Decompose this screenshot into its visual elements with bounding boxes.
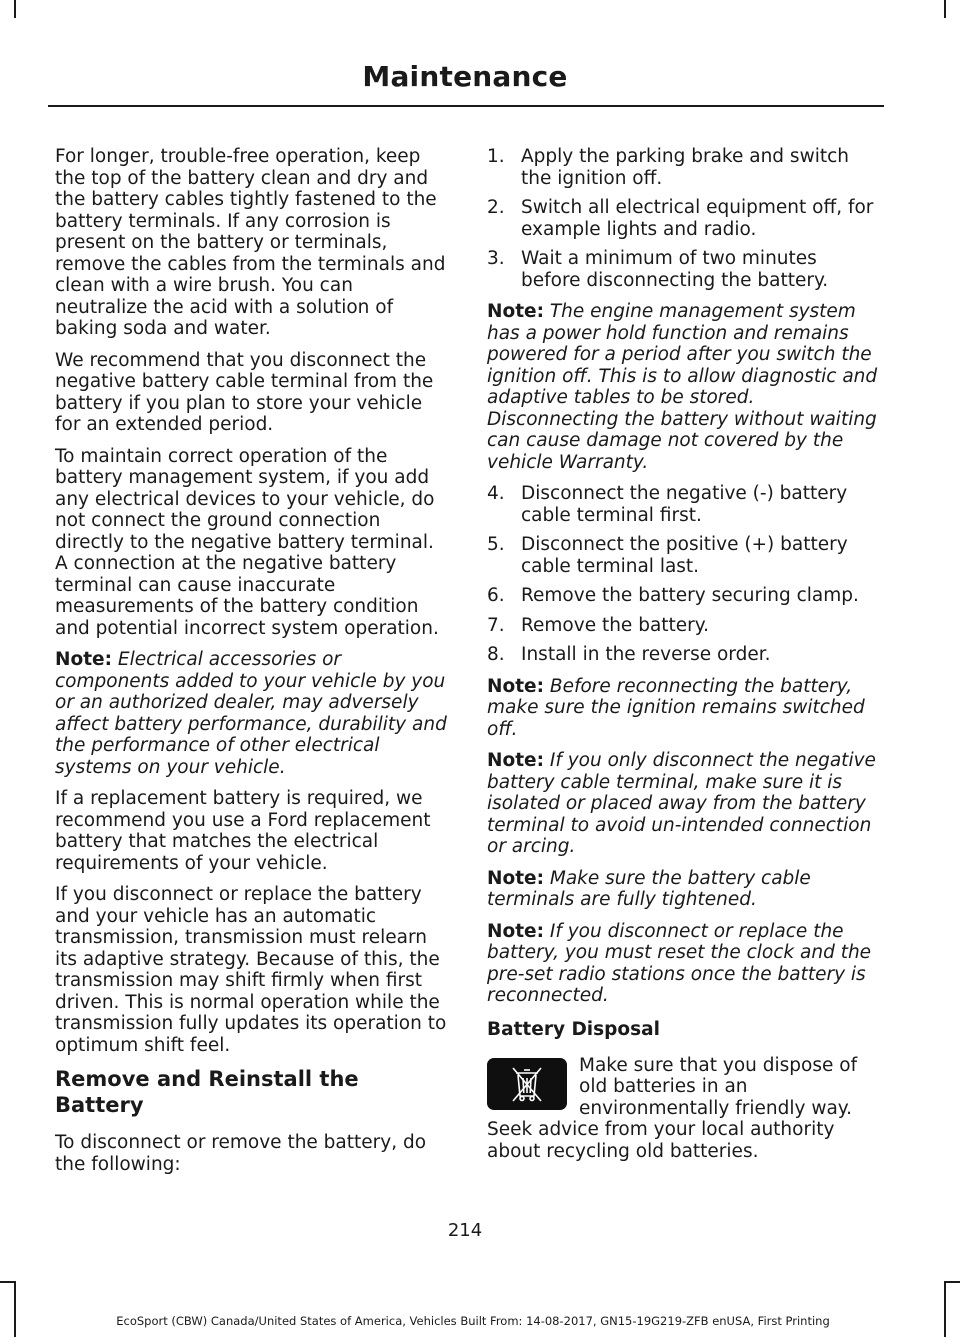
note-label: Note: (487, 920, 544, 942)
step-text: Wait a minimum of two minutes before disconnecting the battery. (521, 248, 829, 291)
page-number: 214 (447, 1220, 483, 1241)
list-item (487, 197, 882, 240)
note-text: The engine management system has a power hold function and remains powered for a period after you switch the ignition off. This is to allow diagnostic and adaptive tables to be stored. Disconnecting the battery without waiting can cause damage not covered by the vehicle Warranty. (487, 301, 878, 473)
step-number: 1. (487, 146, 505, 167)
step-text: Disconnect the positive (+) battery cable terminal last. (521, 534, 848, 577)
crop-mark-bottom-right (944, 1281, 946, 1337)
step-number: 8. (487, 644, 505, 665)
crossed-out-wheelie-bin-icon (487, 1058, 567, 1110)
note-label: Note: (487, 675, 544, 697)
step-text: Disconnect the negative (-) battery cable terminal first. (521, 483, 848, 526)
paragraph-battery-management: To maintain correct operation of the battery management system, if you add any electrical devices to your vehicle, do not connect the ground connection directly to the negative battery terminal. A connection at the negative battery terminal can cause inaccurate measurements of the battery condition and potential incorrect system operation. (55, 445, 439, 639)
footer-text: EcoSport (CBW) Canada/United States of America, Vehicles Built From: 14-08-2017, GN15-19G219-ZFB enUSA, First Printing (116, 1314, 830, 1328)
paragraph-storage: We recommend that you disconnect the negative battery cable terminal from the battery if you plan to store your vehicle for an extended period. (55, 349, 434, 435)
crop-mark-bottom-right-h (944, 1281, 960, 1283)
list-item (487, 585, 882, 607)
step-number: 3. (487, 248, 505, 269)
note-label: Note: (487, 301, 544, 322)
step-text: Remove the battery securing clamp. (521, 585, 859, 606)
crop-mark-bottom-left-h (0, 1281, 16, 1283)
header-rule (48, 105, 884, 107)
paragraph-replacement: If a replacement battery is required, we recommend you use a Ford replacement battery that matches the electrical requirements of your vehicle. (55, 788, 431, 874)
disposal-text: Make sure that you dispose of old batteries in an environmentally friendly way. Seek advice from your local authority about recycling old batteries. (487, 1054, 858, 1162)
list-item (487, 644, 882, 666)
note-text: If you disconnect or replace the battery, you must reset the clock and the pre-set radio stations once the battery is reconnected. (487, 920, 872, 1006)
left-column (55, 146, 448, 1185)
note-label: Note: (55, 649, 112, 670)
list-item (487, 615, 882, 637)
step-text: Install in the reverse order. (521, 644, 771, 665)
step-text: Switch all electrical equipment off, for example lights and radio. (521, 197, 874, 240)
subheading-battery-disposal: Battery Disposal (487, 1018, 660, 1040)
crop-mark-top-right (944, 0, 946, 18)
list-item (487, 248, 882, 291)
note-reset-clock (487, 921, 882, 1007)
list-item (487, 483, 882, 526)
paragraph-battery-care: For longer, trouble-free operation, keep the top of the battery clean and dry and the battery cables tightly fastened to the battery terminals. If any corrosion is present on the battery or terminals, remove the cables from the terminals and clean with a wire brush. You can neutralize the acid with a solution of baking soda and water. (55, 146, 446, 339)
note-text: Before reconnecting the battery, make sure the ignition remains switched off. (487, 675, 865, 740)
note-ignition-off (487, 676, 882, 741)
step-number: 4. (487, 483, 505, 504)
note-tighten-terminals (487, 868, 882, 911)
step-text: Remove the battery. (521, 614, 709, 636)
note-text: Electrical accessories or components added to your vehicle by you or an authorized dealer, may adversely affect battery performance, durability and the performance of other electrical systems on your vehicle. (55, 649, 447, 778)
steps-list-2 (487, 483, 882, 666)
section-heading-remove-reinstall: Remove and Reinstall the Battery (55, 1067, 359, 1117)
crop-mark-bottom-left (14, 1281, 16, 1337)
note-electrical-accessories (55, 649, 448, 778)
step-text: Apply the parking brake and switch the ignition off. (521, 146, 849, 189)
note-power-hold (487, 301, 882, 473)
step-number: 2. (487, 197, 505, 218)
note-label: Note: (487, 867, 544, 889)
page-title: Maintenance (362, 60, 568, 93)
note-label: Note: (487, 750, 544, 771)
step-number: 5. (487, 534, 505, 555)
right-column (487, 146, 882, 1162)
steps-list-1 (487, 146, 882, 291)
paragraph-transmission: If you disconnect or replace the battery and your vehicle has an automatic transmission, transmission must relearn its adaptive strategy. Because of this, the transmission may shift firmly when first driven. This is normal operation while the transmission fully updates its operation to optimum shift feel. (55, 884, 447, 1056)
note-negative-terminal (487, 750, 882, 858)
note-text: Make sure the battery cable terminals are fully tightened. (487, 867, 811, 910)
paragraph-intro-steps: To disconnect or remove the battery, do the following: (55, 1132, 427, 1175)
note-text: If you only disconnect the negative battery cable terminal, make sure it is isolated or placed away from the battery terminal to avoid un-intended connection or arcing. (487, 750, 876, 857)
step-number: 6. (487, 585, 505, 606)
step-number: 7. (487, 614, 505, 636)
list-item (487, 534, 882, 577)
crop-mark-top-left (14, 0, 16, 18)
disposal-block (487, 1055, 882, 1163)
list-item (487, 146, 882, 189)
